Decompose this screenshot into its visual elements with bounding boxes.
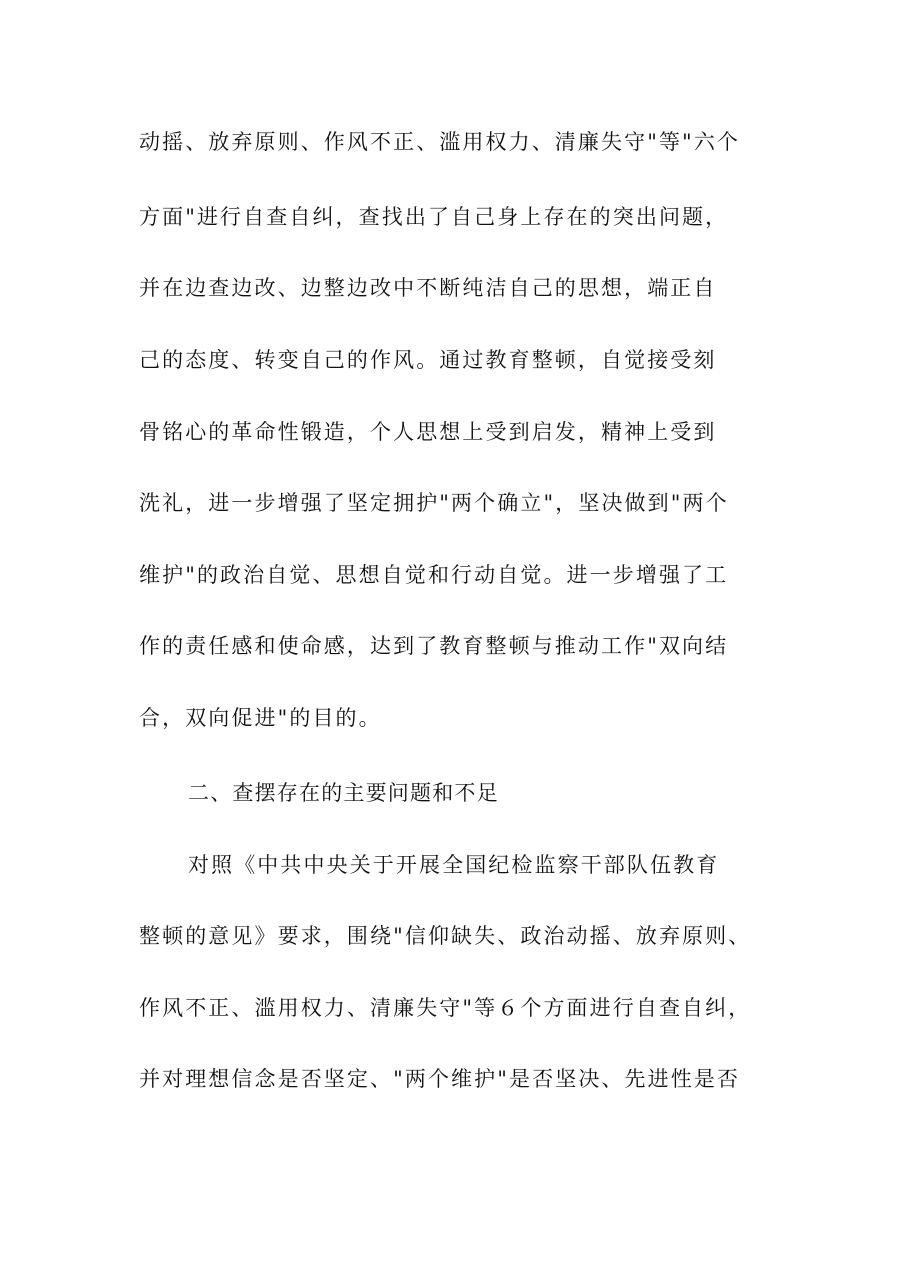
paragraph-2-line-2: 整顿的意见》要求，围绕"信仰缺失、政治动摇、放弃原则、 <box>139 924 752 948</box>
paragraph-2-line-1: 对照《中共中央关于开展全国纪检监察干部队伍教育 <box>188 853 720 877</box>
paragraph-1-line-2: 方面"进行自查自纠，查找出了自己身上存在的突出问题， <box>139 205 729 229</box>
paragraph-2-line-4: 并对理想信念是否坚定、"两个维护"是否坚决、先进性是否 <box>139 1067 741 1091</box>
paragraph-1-line-6: 洗礼，进一步增强了坚定拥护"两个确立"，坚决做到"两个 <box>139 491 729 515</box>
paragraph-2-line-3: 作风不正、滥用权力、清廉失守"等６个方面进行自查自纠， <box>139 996 752 1020</box>
paragraph-1-line-5: 骨铭心的革命性锻造，个人思想上受到启发，精神上受到 <box>139 420 717 444</box>
paragraph-1-line-4: 己的态度、转变自己的作风。通过教育整顿，自觉接受刻 <box>139 348 717 372</box>
paragraph-1-line-3: 并在边查边改、边整边改中不断纯洁自己的思想，端正自 <box>139 276 717 300</box>
section-heading: 二、查摆存在的主要问题和不足 <box>188 781 499 805</box>
paragraph-1-line-9: 合，双向促进"的目的。 <box>139 706 382 730</box>
paragraph-1-line-1: 动摇、放弃原则、作风不正、滥用权力、清廉失守"等"六个 <box>139 130 741 154</box>
paragraph-1-line-8: 作的责任感和使命感，达到了教育整顿与推动工作"双向结 <box>139 634 729 658</box>
paragraph-1-line-7: 维护"的政治自觉、思想自觉和行动自觉。进一步增强了工 <box>139 563 729 587</box>
